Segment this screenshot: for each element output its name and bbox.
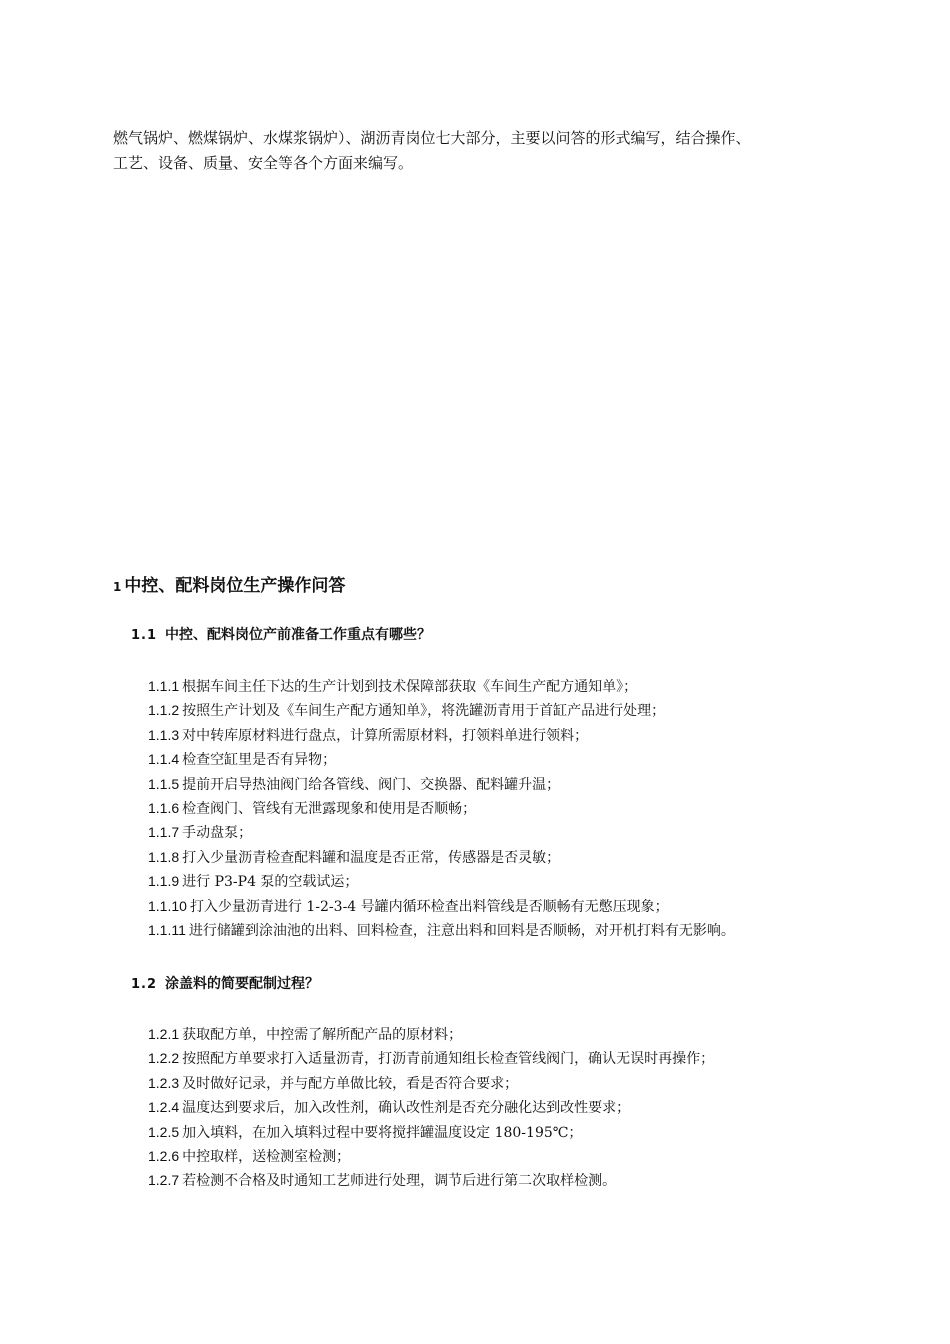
subsection-number: 1.2 xyxy=(131,977,158,992)
item-number: 1.2.4 xyxy=(148,1099,180,1116)
list-item xyxy=(148,894,735,918)
list-item xyxy=(148,1022,714,1046)
item-number: 1.2.1 xyxy=(148,1026,180,1042)
item-number: 1.2.2 xyxy=(148,1050,180,1067)
item-text: 进行储罐到涂油池的出料、回料检查，注意出料和回料是否顺畅，对开机打料有无影响。 xyxy=(188,922,735,939)
section-number: 1 xyxy=(113,580,122,594)
subsection-heading-1-2 xyxy=(131,973,319,996)
list-item xyxy=(148,869,735,893)
item-text: 加入填料，在加入填料过程中要将搅拌罐温度设定 180-195℃； xyxy=(182,1124,583,1141)
list-item xyxy=(148,747,735,771)
item-number: 1.2.6 xyxy=(148,1147,180,1164)
subsection-title: 中控、配料岗位产前准备工作重点有哪些？ xyxy=(165,627,432,643)
intro-line: 燃气锅炉、燃煤锅炉、水煤浆锅炉）、湖沥青岗位七大部分，主要以问答的形式编写，结合操作、 xyxy=(113,129,751,147)
subsection-title: 涂盖料的简要配制过程？ xyxy=(165,976,320,992)
item-number: 1.1.3 xyxy=(148,726,180,743)
list-item xyxy=(148,1144,714,1168)
list-item xyxy=(148,1071,714,1095)
item-text: 根据车间主任下达的生产计划到技术保障部获取《车间生产配方通知单》； xyxy=(182,679,638,695)
list-item xyxy=(148,1168,714,1192)
item-text: 温度达到要求后，加入改性剂，确认改性剂是否充分融化达到改性要求； xyxy=(182,1100,631,1117)
item-text: 按照生产计划及《车间生产配方通知单》，将洗罐沥青用于首缸产品进行处理； xyxy=(182,703,666,720)
item-number: 1.1.9 xyxy=(148,873,180,890)
item-text: 中控取样，送检测室检测； xyxy=(182,1148,351,1165)
list-item xyxy=(148,820,735,844)
section-heading xyxy=(113,573,345,600)
item-text: 检查阀门、管线有无泄露现象和使用是否顺畅； xyxy=(182,800,477,817)
item-text: 打入少量沥青进行 1-2-3-4 号罐内循环检查出料管线是否顺畅有无憋压现象； xyxy=(189,898,669,915)
item-text: 若检测不合格及时通知工艺师进行处理，调节后进行第二次取样检测。 xyxy=(182,1173,617,1190)
item-number: 1.1.1 xyxy=(148,678,180,694)
item-text: 对中转库原材料进行盘点，计算所需原材料，打领料单进行领料； xyxy=(182,727,589,744)
list-item xyxy=(148,698,735,722)
item-number: 1.1.10 xyxy=(148,897,187,914)
subsection-heading-1-1 xyxy=(131,624,431,647)
item-text: 进行 P3-P4 泵的空载试运； xyxy=(182,874,359,891)
item-number: 1.2.7 xyxy=(148,1172,180,1189)
mixing-steps-list xyxy=(148,1022,714,1193)
list-item xyxy=(148,1095,714,1119)
item-number: 1.1.6 xyxy=(148,799,180,816)
list-item xyxy=(148,796,735,820)
list-item xyxy=(148,918,735,942)
list-item xyxy=(148,723,735,747)
section-title: 中控、配料岗位生产操作问答 xyxy=(124,576,346,596)
item-text: 手动盘泵； xyxy=(182,825,253,842)
item-text: 检查空缸里是否有异物； xyxy=(182,752,337,769)
intro-line: 工艺、设备、质量、安全等各个方面来编写。 xyxy=(113,154,414,172)
item-number: 1.1.4 xyxy=(148,751,180,768)
item-text: 获取配方单，中控需了解所配产品的原材料； xyxy=(182,1027,463,1043)
subsection-number: 1.1 xyxy=(131,628,158,643)
item-text: 打入少量沥青检查配料罐和温度是否正常，传感器是否灵敏； xyxy=(182,849,561,866)
list-item xyxy=(148,674,735,698)
item-text: 提前开启导热油阀门给各管线、阀门、交换器、配料罐升温； xyxy=(182,776,561,793)
item-number: 1.1.2 xyxy=(148,702,180,719)
list-item xyxy=(148,1120,714,1144)
item-number: 1.1.8 xyxy=(148,848,180,865)
list-item xyxy=(148,1046,714,1070)
intro-paragraph xyxy=(113,126,853,176)
item-number: 1.1.11 xyxy=(148,921,186,938)
item-number: 1.1.7 xyxy=(148,824,180,841)
list-item xyxy=(148,772,735,796)
list-item xyxy=(148,845,735,869)
item-number: 1.2.3 xyxy=(148,1074,180,1091)
item-text: 及时做好记录，并与配方单做比较，看是否符合要求； xyxy=(182,1075,519,1092)
item-number: 1.2.5 xyxy=(148,1123,180,1140)
item-text: 按照配方单要求打入适量沥青，打沥青前通知组长检查管线阀门，确认无误时再操作； xyxy=(182,1051,715,1068)
prep-steps-list xyxy=(148,674,735,942)
item-number: 1.1.5 xyxy=(148,775,180,792)
